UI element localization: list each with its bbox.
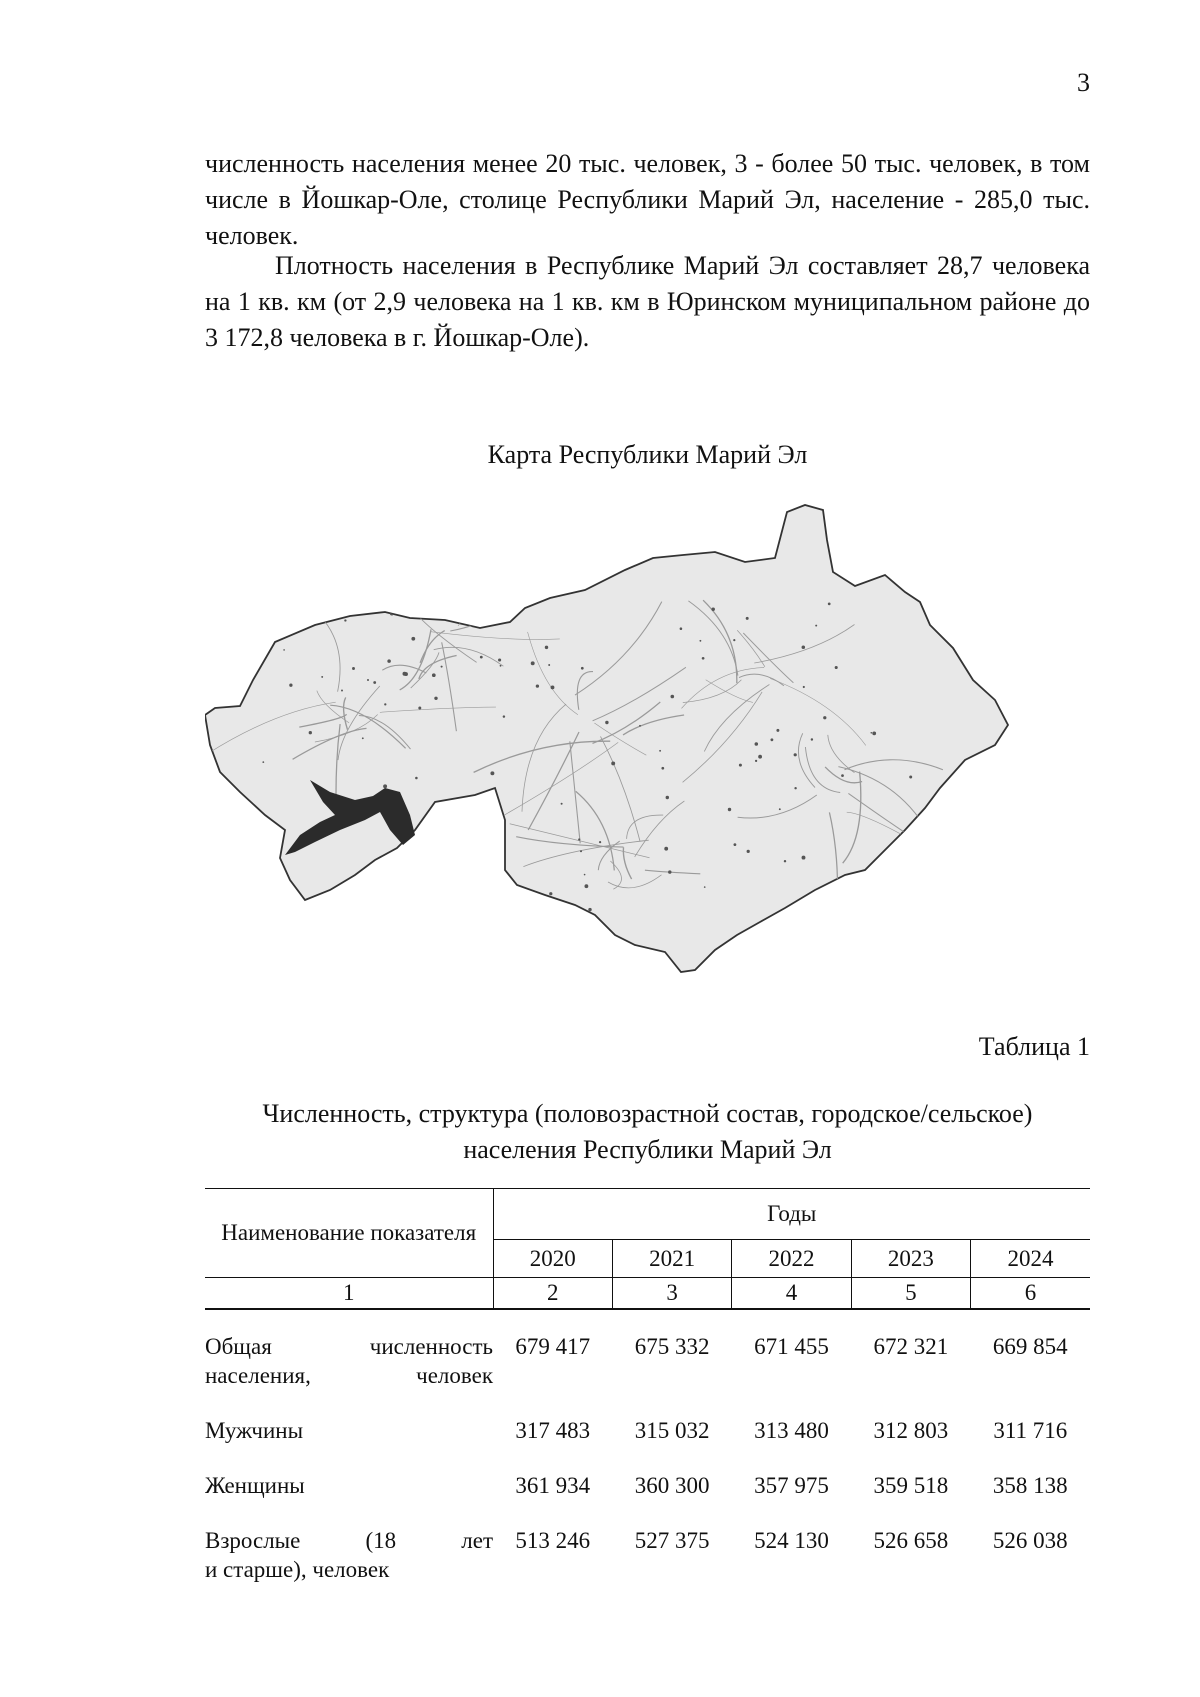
column-number: 4 [732,1278,851,1310]
row-label [205,1471,493,1526]
map-settlement [711,607,714,610]
map-settlement [367,679,369,681]
row-label [205,1332,493,1416]
header-year-2023: 2023 [851,1240,970,1278]
row-label-line-1: Женщины [205,1473,305,1498]
paragraph-population-density: Плотность населения в Республике Марий Эл составляет 28,7 человека на 1 кв. км (от 2,9 человека на 1 кв. км в Юринском муниципальном районе до 3 172,8 человека в г. Йошкар-Оле). [205,251,1090,352]
map-settlement [262,761,264,763]
map-settlement [580,850,582,852]
header-year-2022: 2022 [732,1240,851,1278]
table-cell: 679 417 [515,1334,591,1359]
header-years: Годы [493,1189,1090,1240]
map-settlement [803,686,805,688]
map-settlement [415,777,418,780]
map-settlement [309,731,312,734]
map-settlement [373,681,376,684]
table-cell: 675 332 [634,1334,710,1359]
paragraph-population-cities: численность населения менее 20 тыс. человек, 3 - более 50 тыс. человек, в том числе в Йошкар-Оле, столице Республики Марий Эл, население - 285,0 тыс. человек. [205,149,1090,250]
map-settlement [664,847,668,851]
map-settlement [605,721,608,724]
map-settlement [584,874,586,876]
map-settlement [352,667,355,670]
map-settlement [432,673,436,677]
map-settlement [373,587,377,591]
map-settlement [588,930,591,933]
map-settlement [917,828,920,831]
map-settlement [661,767,664,770]
column-number: 5 [851,1278,970,1310]
table-cell: 669 854 [992,1334,1068,1359]
map-settlement [794,753,797,756]
row-label-line-2: населения, человек [205,1363,493,1388]
map-settlement [770,738,773,741]
map-settlement [581,667,584,670]
row-label-line-1: Мужчины [205,1418,304,1443]
row-label-line-1: Взрослые (18 лет [205,1528,493,1553]
map-settlement [794,787,796,789]
map-settlement [383,784,387,788]
map-settlement [341,690,343,692]
map-settlement [699,640,701,642]
map-settlement [784,860,786,862]
table-cell: 359 518 [873,1473,949,1498]
republic-map-image [205,500,1090,1030]
map-settlement [362,737,364,739]
map-settlement [548,664,550,666]
map-settlement [872,732,876,736]
table-row [205,1471,1090,1526]
column-number: 3 [612,1278,731,1310]
map-settlement [828,603,831,606]
map-settlement [531,661,535,665]
map-settlement [733,639,735,641]
map-settlement [670,695,674,699]
map-settlement [585,884,589,888]
map-settlement [480,656,483,659]
map-settlement [441,666,443,668]
map-settlement [704,886,706,888]
map-settlement [758,755,762,759]
table-row [205,1416,1090,1471]
table-title-line-1: Численность, структура (половозрастной состав, городское/сельское) [262,1099,1033,1128]
map-settlement [474,575,477,578]
map-settlement [811,738,813,740]
map-settlement [815,625,817,627]
table-title [205,1096,1090,1168]
map-title: Карта Республики Марий Эл [487,440,808,469]
table-cell: 313 480 [754,1418,829,1443]
table-cell: 312 803 [873,1418,949,1443]
map-settlement [578,838,580,840]
map-settlement [659,750,661,752]
map-settlement [728,808,731,811]
table-cell: 360 300 [634,1473,710,1498]
table-cell: 317 483 [515,1418,591,1443]
map-settlement [841,774,844,777]
map-settlement [802,856,806,860]
map-settlement [321,676,323,678]
map-settlement [734,843,737,846]
map-settlement [776,729,779,732]
row-label [205,1526,493,1584]
header-year-2024: 2024 [971,1240,1090,1278]
map-settlement [461,608,464,611]
map-settlement [545,646,548,649]
republic-map [205,500,1090,1030]
table-cell: 524 130 [754,1528,829,1553]
header-indicator-name: Наименование показателя [205,1189,493,1278]
map-settlement [747,850,750,853]
map-settlement [933,824,936,827]
table-cell: 358 138 [992,1473,1068,1498]
map-settlement [434,697,437,700]
map-settlement [500,665,502,667]
map-settlement [823,716,826,719]
table-cell: 672 321 [873,1334,949,1359]
table-cell: 526 038 [992,1528,1068,1553]
map-settlement [666,796,669,799]
map-settlement [739,764,742,767]
map-settlement [549,892,552,895]
map-settlement [909,776,912,779]
map-settlement [802,646,806,650]
table-cell: 357 975 [754,1473,829,1498]
map-settlement [553,916,556,919]
map-settlement [384,703,386,705]
table-cell: 361 934 [515,1473,591,1498]
table-cell: 311 716 [993,1418,1068,1443]
page-number: 3 [1077,68,1090,97]
map-settlement [668,870,671,873]
map-settlement [498,658,501,661]
table-cell: 513 246 [515,1528,591,1553]
table-row [205,1332,1090,1416]
map-settlement [588,908,591,911]
map-settlement [289,684,292,687]
map-settlement [503,715,505,717]
table-cell: 527 375 [634,1528,710,1553]
map-settlement [702,657,705,660]
table-cell: 526 658 [873,1528,949,1553]
table-label: Таблица 1 [978,1032,1090,1061]
map-settlement [746,617,749,620]
map-settlement [418,707,421,710]
map-settlement [755,760,757,762]
map-road [458,564,479,626]
map-settlement [551,685,555,689]
row-label-line-2: и старше), человек [205,1557,390,1582]
map-settlement [639,725,641,727]
map-settlement [870,732,872,734]
row-label-line-1: Общая численность [205,1334,493,1359]
map-settlement [344,619,346,621]
map-settlement [611,761,615,765]
population-table [205,1188,1090,1584]
header-year-2021: 2021 [612,1240,731,1278]
map-settlement [490,771,494,775]
map-settlement [561,803,563,805]
table-cell: 315 032 [634,1418,710,1443]
table-row [205,1526,1090,1584]
map-settlement [536,684,539,687]
column-number: 2 [493,1278,612,1310]
map-settlement [411,637,415,641]
map-settlement [680,627,683,630]
map-settlement [403,672,407,676]
map-settlement [835,666,838,669]
column-number: 6 [971,1278,1090,1310]
column-number: 1 [205,1278,493,1310]
table-cell: 671 455 [754,1334,829,1359]
map-region-outline [205,505,1008,972]
map-settlement [283,649,285,651]
map-settlement [387,659,391,663]
map-settlement [755,742,759,746]
header-year-2020: 2020 [493,1240,612,1278]
table-title-line-2: населения Республики Марий Эл [463,1135,832,1164]
row-label [205,1416,493,1471]
map-settlement [599,841,601,843]
map-settlement [779,808,781,810]
